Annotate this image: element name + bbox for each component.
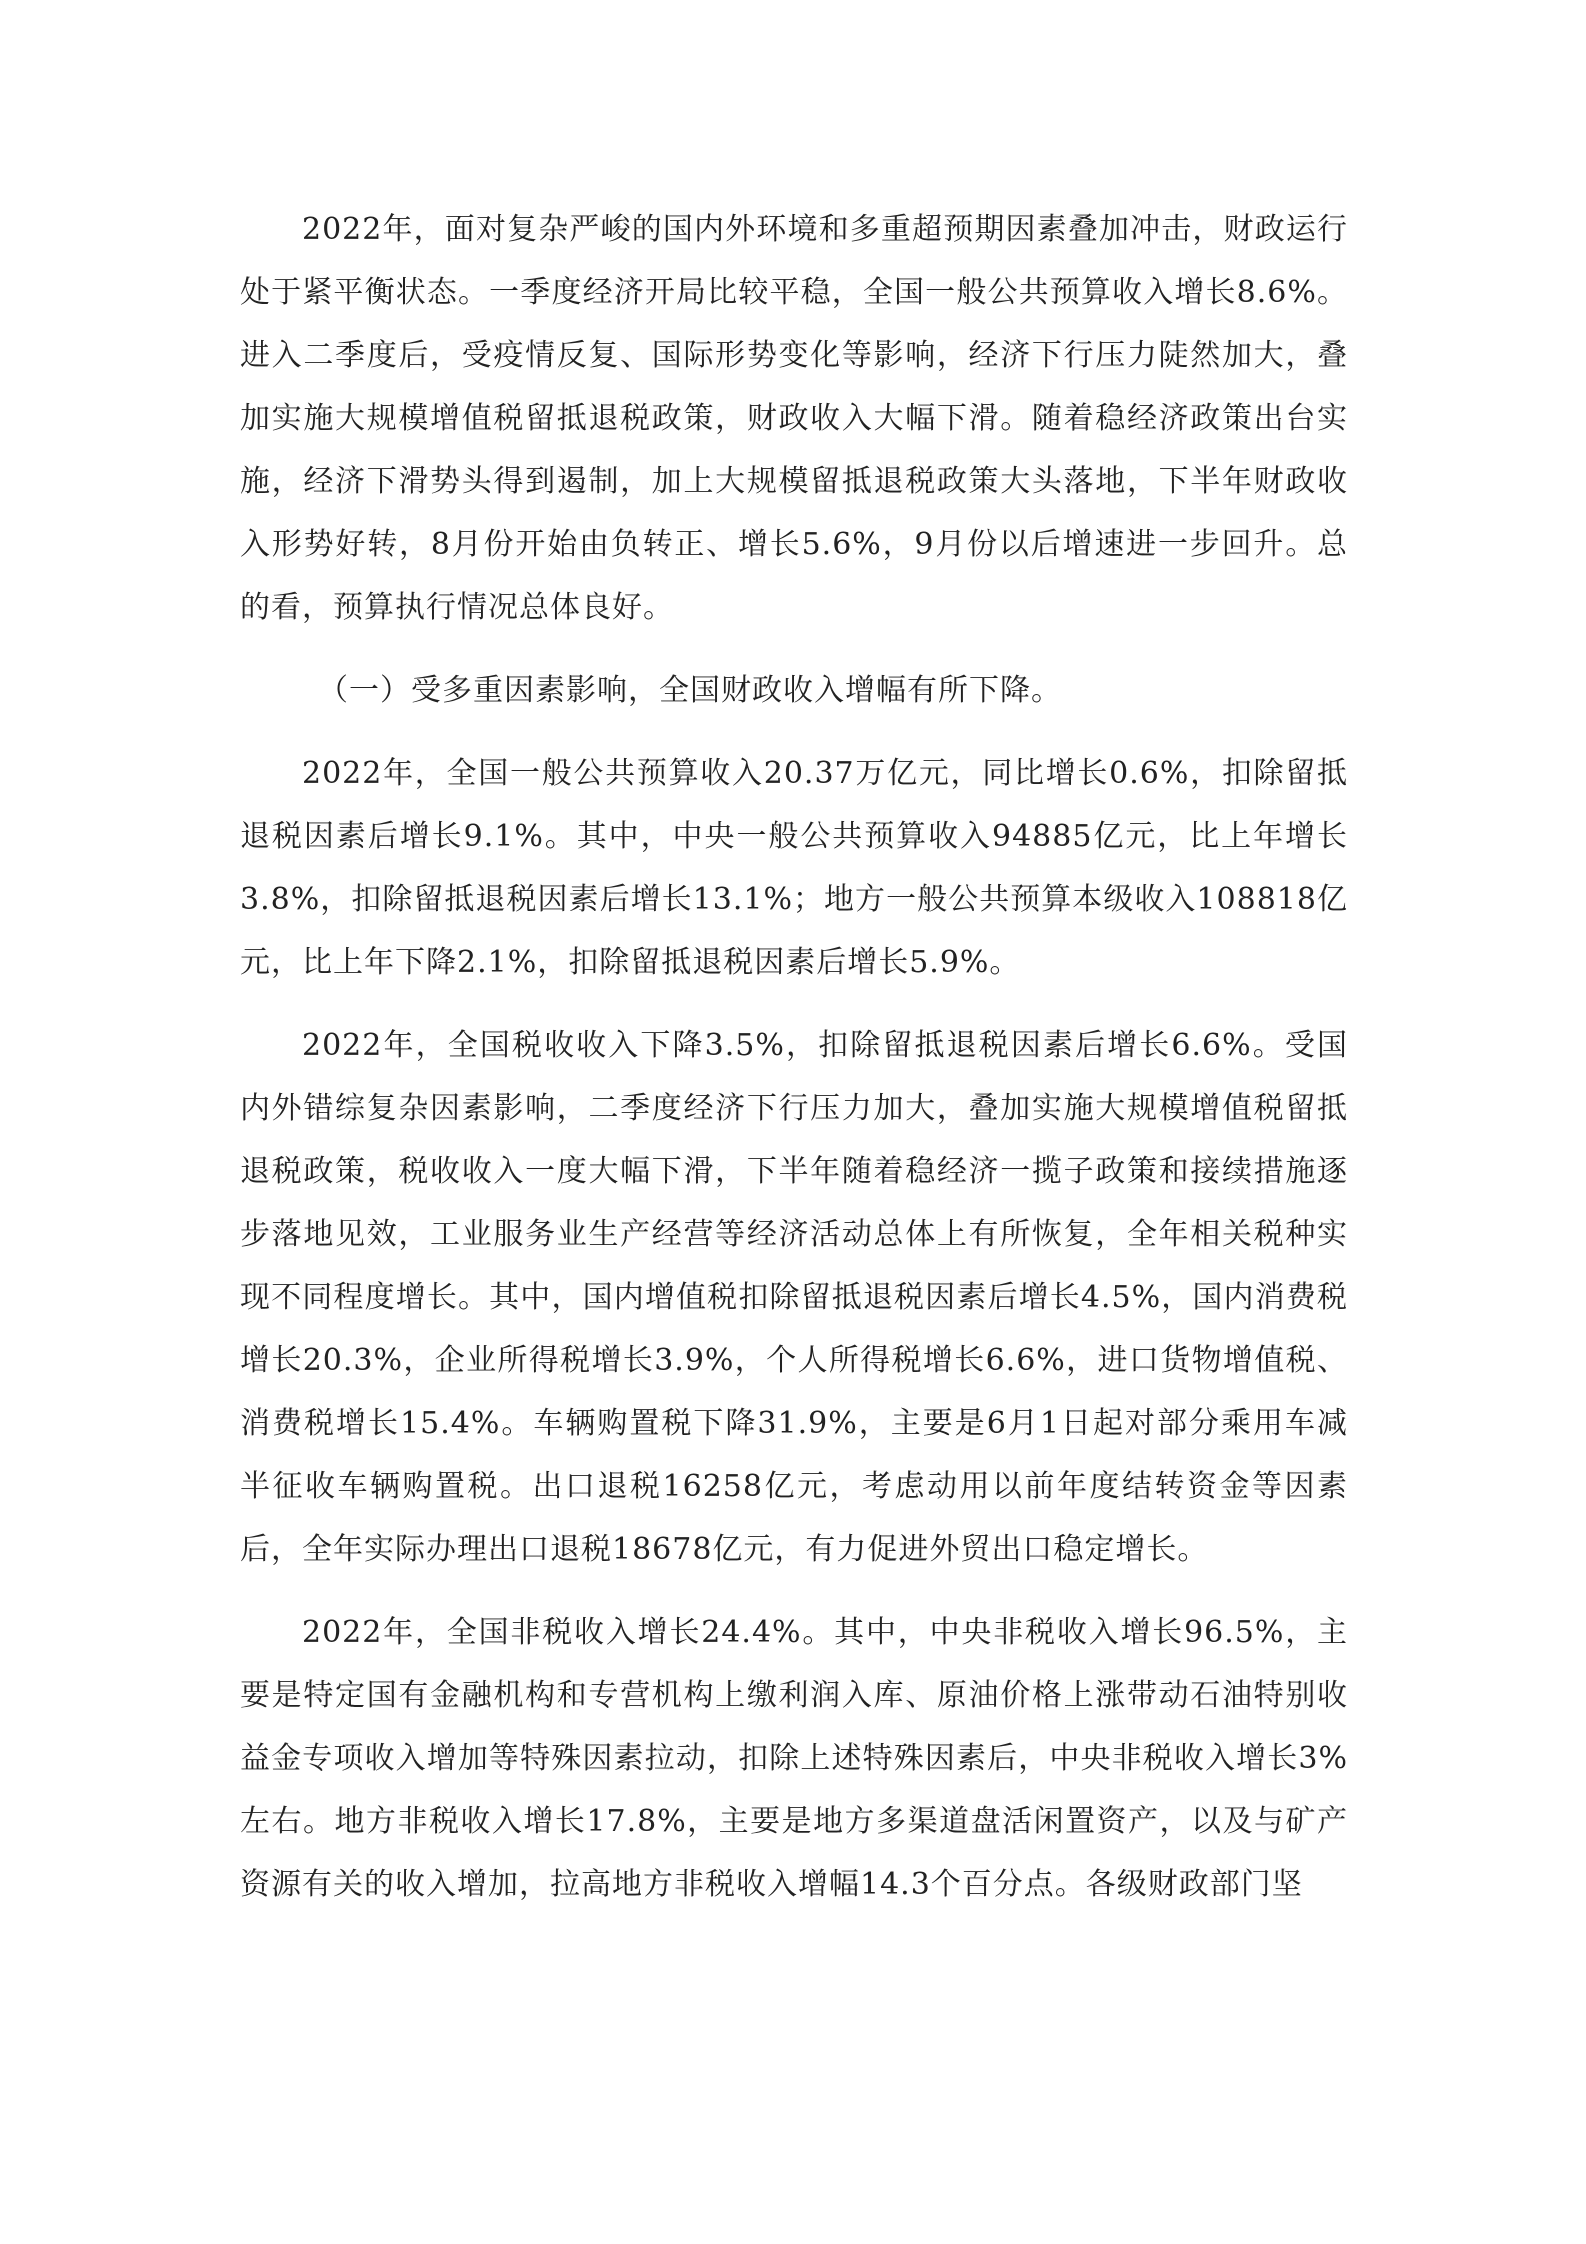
paragraph-tax-revenue: 2022年，全国税收收入下降3.5%，扣除留抵退税因素后增长6.6%。受国内外错综复杂因素影响，二季度经济下行压力加大，叠加实施大规模增值税留抵退税政策，税收收入一度大幅下滑，下半年随着稳经济一揽子政策和接续措施逐步落地见效，工业服务业生产经营等经济活动总体上有所恢复，全年相关税种实现不同程度增长。其中，国内增值税扣除留抵退税因素后增长4.5%，国内消费税增长20.3%，企业所得税增长3.9%，个人所得税增长6.6%，进口货物增值税、消费税增长15.4%。车辆购置税下降31.9%，主要是6月1日起对部分乘用车减半征收车辆购置税。出口退税16258亿元，考虑动用以前年度结转资金等因素后，全年实际办理出口退税18678亿元，有力促进外贸出口稳定增长。 (240, 1028, 1348, 1567)
document-body (240, 198, 1348, 1936)
section-heading-revenue: （一）受多重因素影响，全国财政收入增幅有所下降。 (318, 673, 1062, 708)
paragraph-non-tax-revenue: 2022年，全国非税收入增长24.4%。其中，中央非税收入增长96.5%，主要是特定国有金融机构和专营机构上缴利润入库、原油价格上涨带动石油特别收益金专项收入增加等特殊因素拉动，扣除上述特殊因素后，中央非税收入增长3%左右。地方非税收入增长17.8%，主要是地方多渠道盘活闲置资产，以及与矿产资源有关的收入增加，拉高地方非税收入增幅14.3个百分点。各级财政部门坚 (240, 1615, 1348, 1902)
paragraph-general-budget-revenue: 2022年，全国一般公共预算收入20.37万亿元，同比增长0.6%，扣除留抵退税因素后增长9.1%。其中，中央一般公共预算收入94885亿元，比上年增长3.8%，扣除留抵退税因素后增长13.1%；地方一般公共预算本级收入108818亿元，比上年下降2.1%，扣除留抵退税因素后增长5.9%。 (240, 756, 1348, 980)
paragraph-overview: 2022年，面对复杂严峻的国内外环境和多重超预期因素叠加冲击，财政运行处于紧平衡状态。一季度经济开局比较平稳，全国一般公共预算收入增长8.6%。进入二季度后，受疫情反复、国际形势变化等影响，经济下行压力陡然加大，叠加实施大规模增值税留抵退税政策，财政收入大幅下滑。随着稳经济政策出台实施，经济下滑势头得到遏制，加上大规模留抵退税政策大头落地，下半年财政收入形势好转，8月份开始由负转正、增长5.6%，9月份以后增速进一步回升。总的看，预算执行情况总体良好。 (240, 212, 1348, 625)
